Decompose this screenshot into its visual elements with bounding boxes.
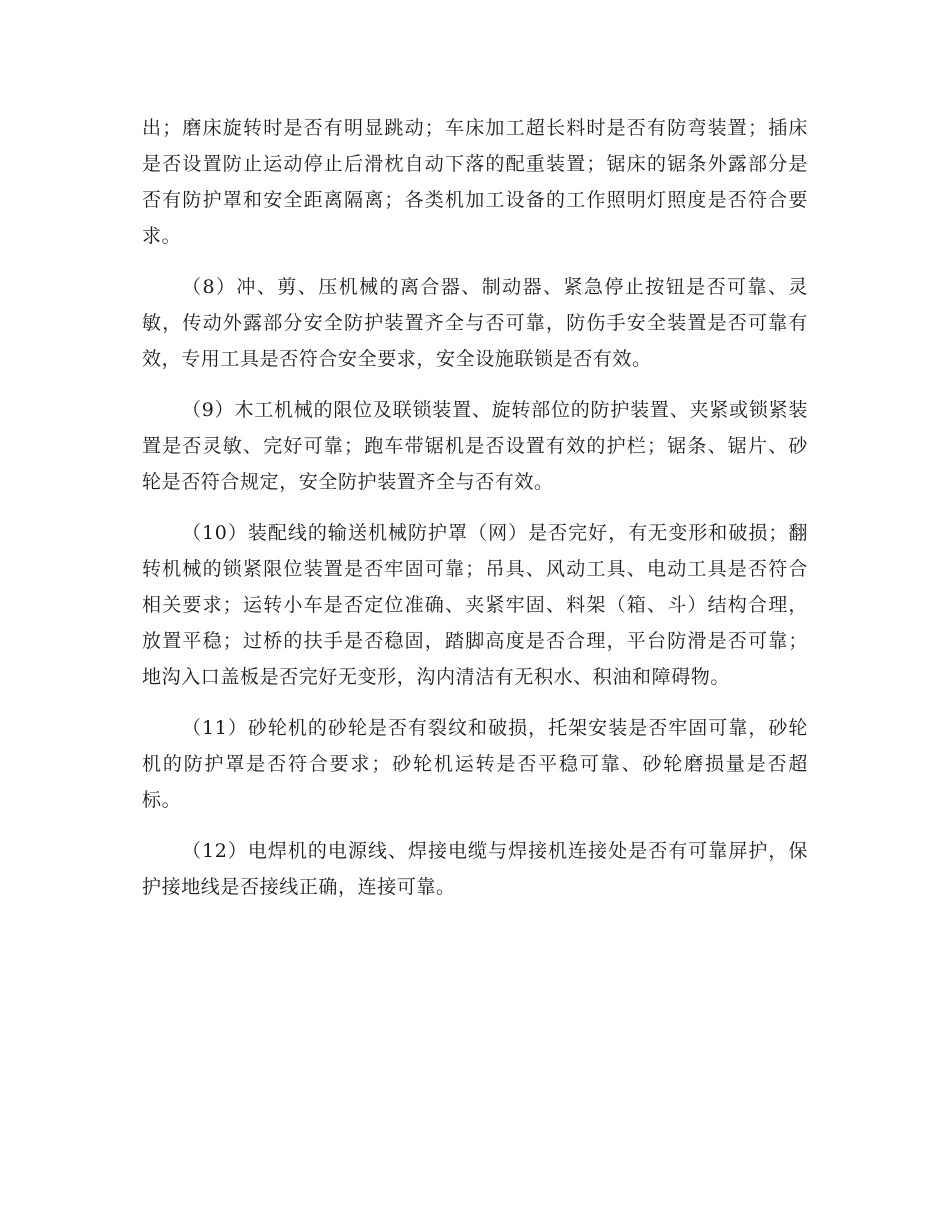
paragraph-item-10: （10）装配线的输送机械防护罩（网）是否完好，有无变形和破损；翻转机械的锁紧限位装置是否牢固可靠；吊具、风动工具、电动工具是否符合相关要求；运转小车是否定位准确、夹紧牢固、料架（箱、斗）结构合理，放置平稳；过桥的扶手是否稳固，踏脚高度是否合理，平台防滑是否可靠；地沟入口盖板是否完好无变形，沟内清洁有无积水、积油和障碍物。 <box>142 522 808 688</box>
paragraph-item-8: （8）冲、剪、压机械的离合器、制动器、紧急停止按钮是否可靠、灵敏，传动外露部分安全防护装置齐全与否可靠，防伤手安全装置是否可靠有效，专用工具是否符合安全要求，安全设施联锁是否有效。 <box>142 276 808 370</box>
paragraph-item-9: （9）木工机械的限位及联锁装置、旋转部位的防护装置、夹紧或锁紧装置是否灵敏、完好可靠；跑车带锯机是否设置有效的护栏；锯条、锯片、砂轮是否符合规定，安全防护装置齐全与否有效。 <box>142 399 808 493</box>
paragraph-item-11: （11）砂轮机的砂轮是否有裂纹和破损，托架安装是否牢固可靠，砂轮机的防护罩是否符合要求；砂轮机运转是否平稳可靠、砂轮磨损量是否超标。 <box>142 717 808 811</box>
document-body <box>142 110 808 905</box>
paragraph-item-12: （12）电焊机的电源线、焊接电缆与焊接机连接处是否有可靠屏护，保护接地线是否接线正确，连接可靠。 <box>142 840 808 898</box>
paragraph-continuation: 出；磨床旋转时是否有明显跳动；车床加工超长料时是否有防弯装置；插床是否设置防止运动停止后滑枕自动下落的配重装置；锯床的锯条外露部分是否有防护罩和安全距离隔离；各类机加工设备的工作照明灯照度是否符合要求。 <box>142 117 808 247</box>
